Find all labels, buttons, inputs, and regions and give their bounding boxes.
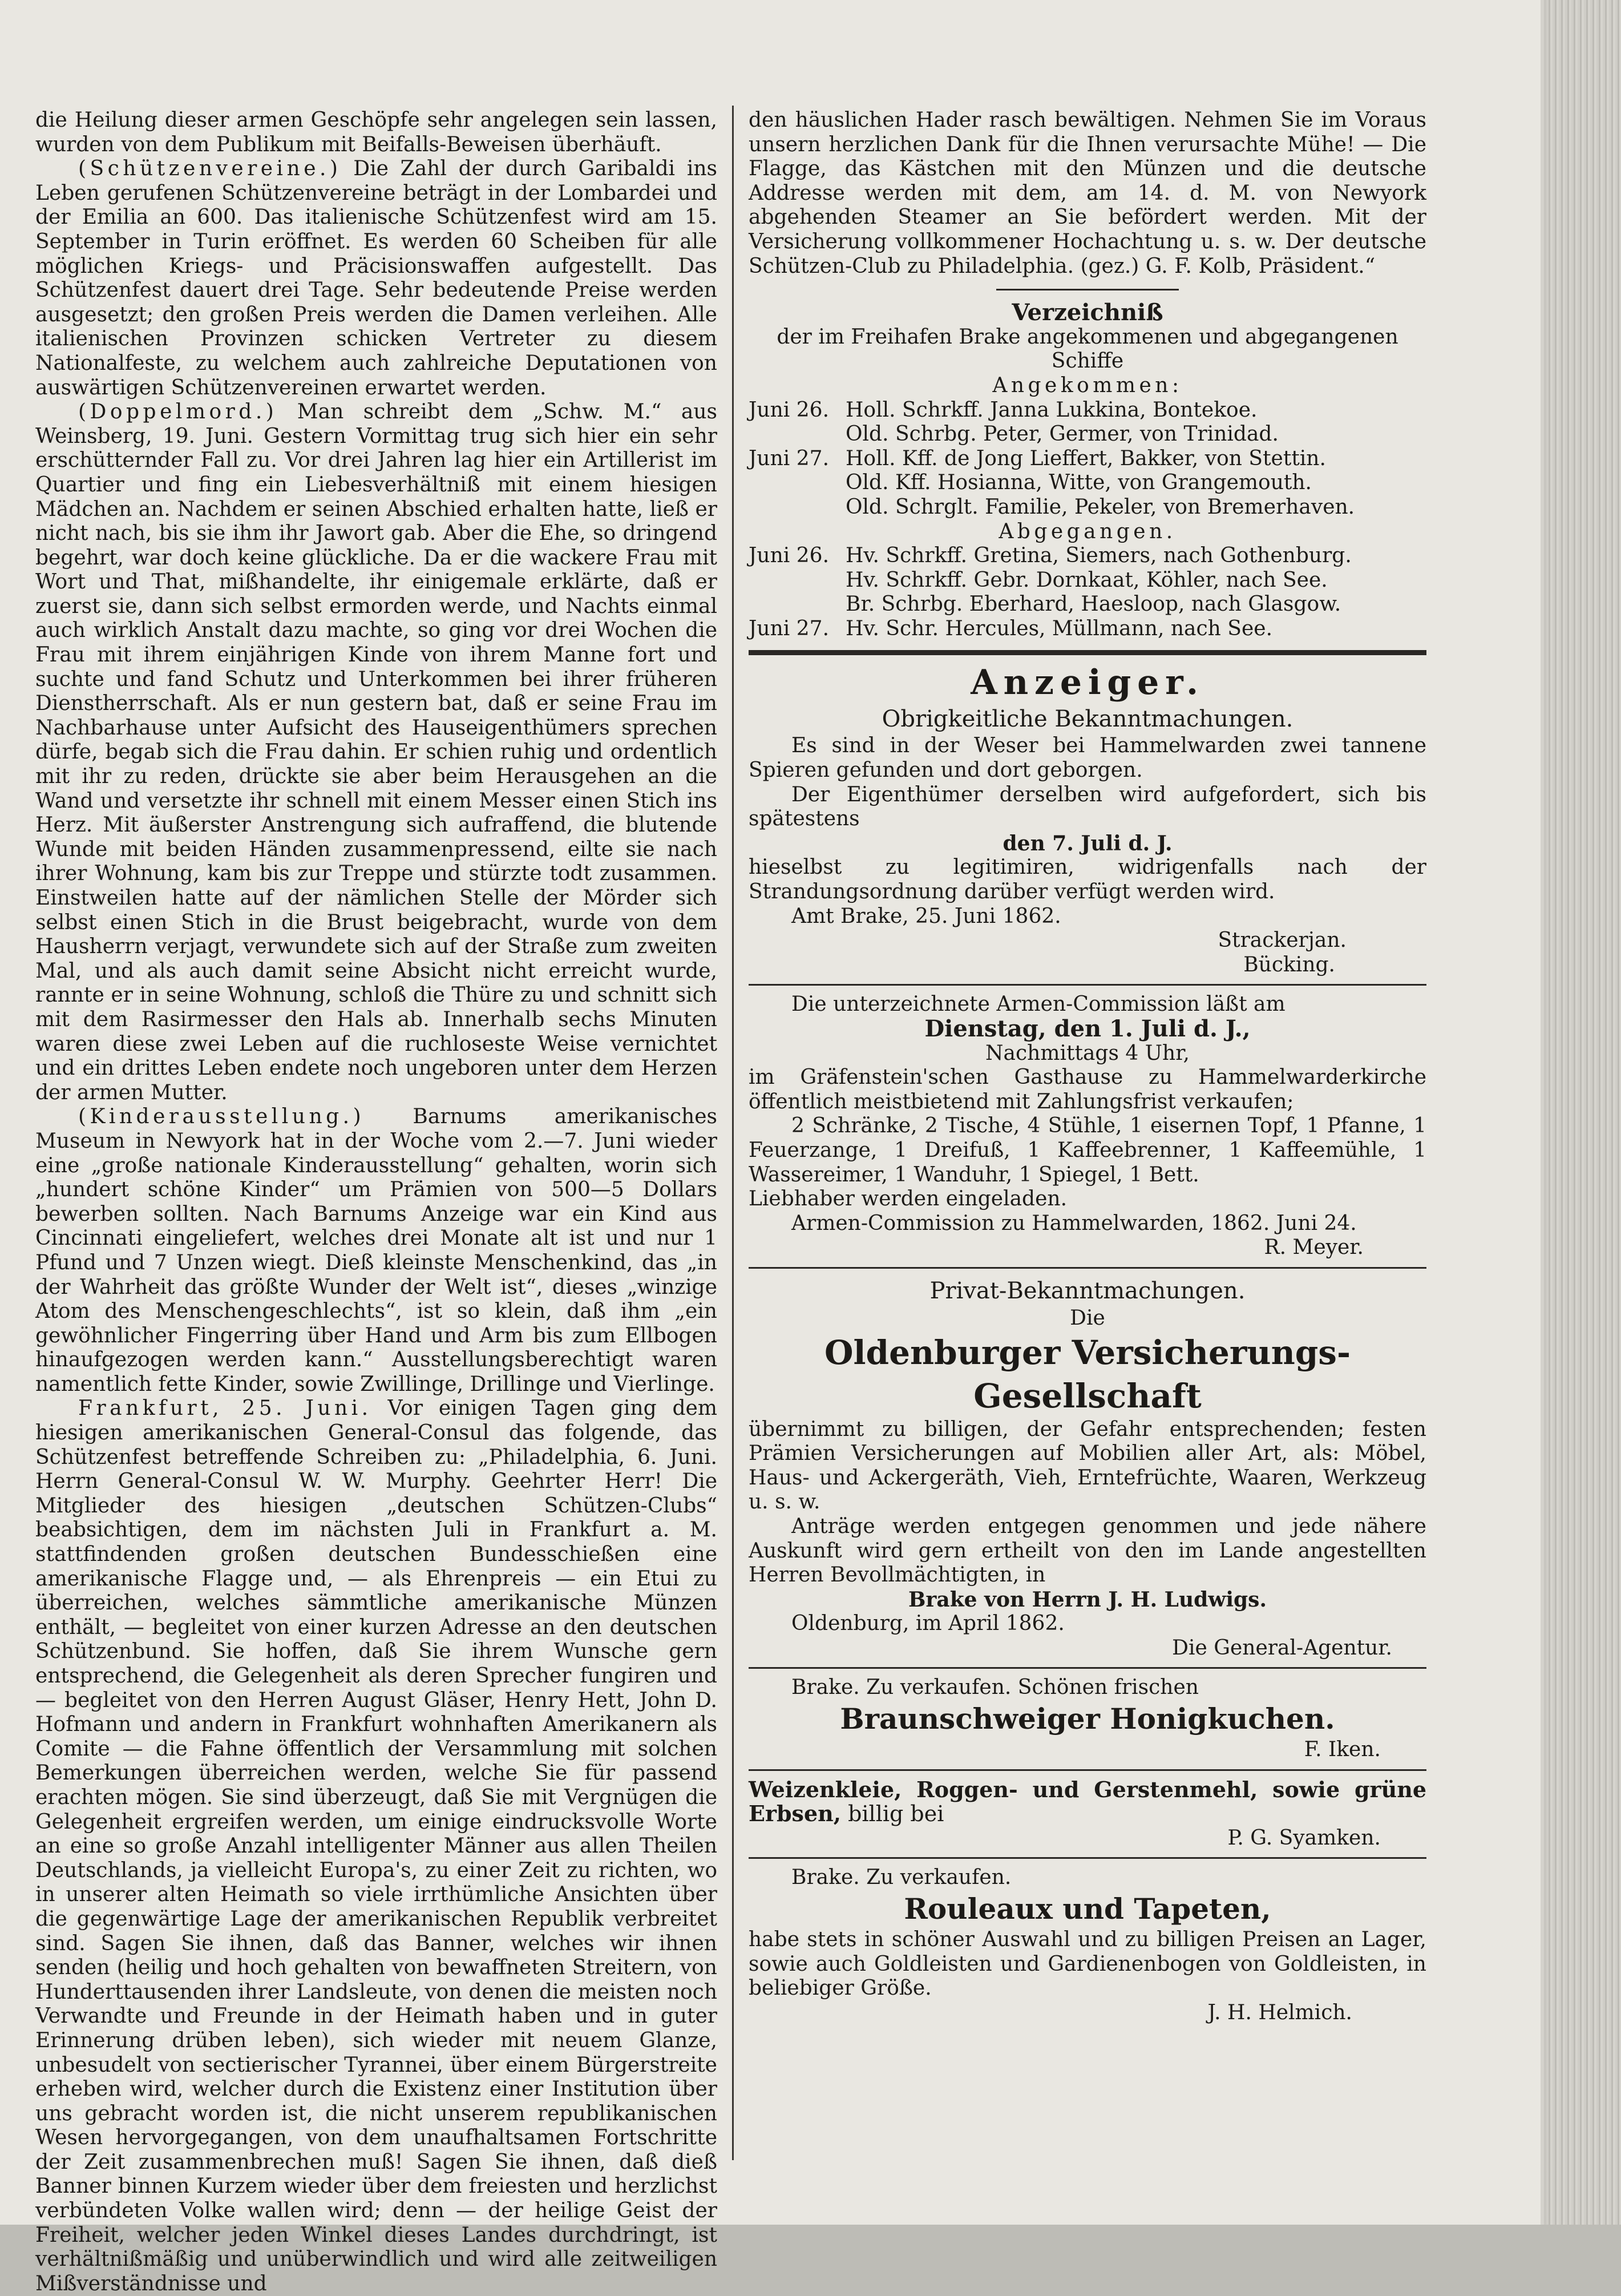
auction-items: 2 Schränke, 2 Tische, 4 Stühle, 1 eisernen Topf, 1 Pfanne, 1 Feuerzange, 1 Dreifuß, 1 Kaffeebrenner, 1 Kaffeemühle, 1 Wassereimer, 1 Wanduhr, 1 Spiegel, 1 Bett.: [749, 1114, 1426, 1187]
product-name: Rouleaux und Tapeten,: [904, 1892, 1271, 1926]
signature: P. G. Syamken.: [1227, 1826, 1381, 1850]
signature: F. Iken.: [1304, 1738, 1381, 1762]
agent-line: Brake von Herrn J. H. Ludwigs.: [908, 1587, 1267, 1612]
ship-entry: Juni 27. Holl. Kff. de Jong Lieffert, Bakker, von Stettin.: [749, 446, 1326, 470]
signature: J. H. Helmich.: [1207, 2000, 1352, 2024]
private-heading: Privat-Bekanntmachungen.: [929, 1277, 1246, 1304]
divider: [749, 984, 1426, 986]
book-page-edges: [1546, 0, 1621, 2225]
ad-honigkuchen: Brake. Zu verkaufen. Schönen frischen Braunschweiger Honigkuchen. F. Iken.: [749, 1676, 1426, 1762]
arrived-label: Angekommen:: [992, 373, 1183, 397]
ship-entry: Br. Schrbg. Eberhard, Haesloop, nach Glasgow.: [846, 592, 1341, 616]
ship-entry: Hv. Schrkff. Gebr. Dornkaat, Köhler, nach See.: [846, 568, 1328, 592]
right-column: [749, 108, 1426, 2025]
divider: [996, 289, 1179, 290]
ship-entry: Old. Kff. Hosianna, Witte, von Grangemouth.: [846, 471, 1312, 495]
divider: [749, 1667, 1426, 1669]
deadline-date: den 7. Juli d. J.: [1002, 831, 1173, 856]
product-name: Braunschweiger Honigkuchen.: [840, 1702, 1335, 1736]
column-divider: [732, 106, 734, 2160]
section-label: Frankfurt, 25. Juni.: [78, 1397, 372, 1421]
paragraph-schuetzenvereine: (Schützenvereine.) Die Zahl der durch Garibaldi ins Leben gerufenen Schützenvereine beträgt in der Lombardei und der Emilia an 600. Das italienische Schützenfest wird am 15. September in Turin eröffnet. Es werden 60 Scheiben für alle möglichen Kriegs- und Präcisionswaffen aufgestellt. Das Schützenfest dauert drei Tage. Sehr bedeutende Preise werden ausgesetzt; den großen Preis werden die Damen verleihen. Alle italienischen Provinzen schicken Vertreter zu diesem Nationalfeste, zu welchem auch zahlreiche Deputationen von auswärtigen Schützenvereinen erwartet werden.: [35, 157, 717, 400]
ship-list-title: Verzeichniß: [1012, 299, 1163, 326]
signature: R. Meyer.: [1264, 1236, 1364, 1260]
section-rule: [749, 650, 1426, 655]
ship-entry: Old. Schrbg. Peter, Germer, von Trinidad.: [846, 422, 1279, 446]
auction-time: Nachmittags 4 Uhr,: [985, 1041, 1190, 1065]
official-heading: Obrigkeitliche Bekanntmachungen.: [882, 706, 1293, 733]
ad-mehl: Weizenkleie, Roggen- und Gerstenmehl, sowie grüne Erbsen, billig bei P. G. Syamken.: [749, 1776, 1426, 1850]
auction-date: Dienstag, den 1. Juli d. J.,: [924, 1015, 1251, 1042]
paragraph-doppelmord: (Doppelmord.) Man schreibt dem „Schw. M.“ aus Weinsberg, 19. Juni. Gestern Vormittag trug sich hier ein sehr erschütternder Fall zu. Vor drei Jahren lag hier ein Artillerist im Quartier und fing ein Liebesverhältniß mit einem hiesigen Mädchen an. Nachdem er seinen Abschied erhalten hatte, ließ er nicht nach, bis sie ihm ihr Jawort gab. Aber die Ehe, so dringend begehrt, war doch keine glückliche. Da er die wackere Frau mit Wort und That, mißhandelte, ihr einigemale erklärte, daß er zuerst sie, dann sich selbst ermorden werde, und Nachts einmal auch wirklich Anstalt dazu machte, so ging vor drei Wochen die Frau mit ihrem einjährigen Kinde von ihrem Manne fort und suchte und fand Schutz und Unterkommen bei ihrer früheren Dienstherrschaft. Als er nun gestern bat, daß er seine Frau im Nachbarhause unter Aufsicht des Hauseigenthümers sprechen dürfe, begab sich die Frau dahin. Er schien ruhig und ordentlich mit ihr zu reden, drückte sie aber beim Herausgehen an die Wand und versetzte ihr schnell mit einem Messer einen Stich ins Herz. Mit äußerster Anstrengung sich aufraffend, die blutende Wunde mit beiden Händen zusammenpressend, eilte sie nach ihrer Wohnung, kam bis zur Treppe und stürzte todt zusammen. Einstweilen hatte auf der nämlichen Stelle der Mörder sich selbst einen Stich in die Brust beigebracht, wurde von dem Hausherrn verjagt, verwundete sich auf der Straße zum zweiten Mal, und als auch damit seine Absicht nicht erreicht wurde, rannte er in seine Wohnung, schloß die Thüre zu und schnitt sich mit dem Rasirmesser den Hals ab. Innerhalb sechs Minuten waren diese zwei Leben auf die ruchloseste Weise vernichtet und ein drittes Leben endete noch ungeboren unter dem Herzen der armen Mutter.: [35, 400, 717, 1104]
notice-place-date: Amt Brake, 25. Juni 1862.: [791, 904, 1061, 928]
product-list: Weizenkleie, Roggen- und Gerstenmehl, sowie grüne Erbsen,: [749, 1776, 1426, 1827]
anzeiger-title: Anzeiger.: [971, 663, 1204, 703]
ship-entry: Old. Schrglt. Familie, Pekeler, von Bremerhaven.: [846, 495, 1355, 519]
ship-list: [749, 301, 1426, 641]
ad-insurance: Die Oldenburger Versicherungs- Gesellschaft übernimmt zu billigen, der Gefahr entsprechenden; festen Prämien Versicherungen auf Mobilien aller Art, als: Möbel, Haus- und Ackergeräth, Vieh, Erntefrüchte, Waaren, Werkzeug u. s. w. Anträge werden entgegen genommen und jede nähere Auskunft wird gern ertheilt von den im Lande angestellten Herren Bevollmächtigten, in Brake von Herrn J. H. Ludwigs. Oldenburg, im April 1862. Die General-Agentur.: [749, 1306, 1426, 1660]
paragraph-continuation: den häuslichen Hader rasch bewältigen. Nehmen Sie im Voraus unsern herzlichen Dank für die Ihnen verursachte Mühe! — Die Flagge, das Kästchen mit den Münzen und die deutsche Addresse werden mit dem, am 14. d. M. von Newyork abgehenden Steamer an Sie befördert werden. Mit der Versicherung vollkommener Hochachtung u. s. w. Der deutsche Schützen-Club zu Philadelphia. (gez.) G. F. Kolb, Präsident.“: [749, 108, 1426, 278]
notice-spieren: Es sind in der Weser bei Hammelwarden zwei tannene Spieren gefunden und dort geborgen. Der Eigenthümer derselben wird aufgefordert, sich bis spätestens den 7. Juli d. J. hieselbst zu legitimiren, widrigenfalls nach der Strandungsordnung darüber verfügt werden wird. Amt Brake, 25. Juni 1862. Strackerjan. Bücking.: [749, 734, 1426, 976]
paragraph-frankfurt: Frankfurt, 25. Juni. Vor einigen Tagen ging dem hiesigen amerikanischen General-Consul das folgende, das Schützenfest betreffende Schreiben zu: „Philadelphia, 6. Juni. Herrn General-Consul W. W. Murphy. Geehrter Herr! Die Mitglieder des hiesigen „deutschen Schützen-Clubs“ beabsichtigen, dem im nächsten Juli in Frankfurt a. M. stattfindenden großen deutschen Bundesschießen eine amerikanische Flagge und, — als Ehrenpreis — ein Etui zu überreichen, welches sämmtliche amerikanische Münzen enthält, — begleitet von einer kurzen Adresse an den deutschen Schützenbund. Sie hoffen, daß Sie ihrem Wunsche gern entsprechend, die Gelegenheit als deren Sprecher fungiren und — begleitet von den Herren August Gläser, Henry Hett, John D. Hofmann und andern in Frankfurt wohnhaften Amerikanern als Comite — die Fahne öffentlich der Versammlung mit solchen Bemerkungen überreichen werden, welche Sie für passend erachten mögen. Sie sind überzeugt, daß Sie mit Vergnügen die Gelegenheit ergreifen werden, um einige eindrucksvolle Worte an eine so große Anzahl intelligenter Männer aus allen Theilen Deutschlands, ja vielleicht Europa's, zu einer Zeit zu richten, wo in unserer alten Heimath so viele irrthümliche Ansichten über die gegenwärtige Lage der amerikanischen Republik verbreitet sind. Sagen Sie ihnen, daß das Banner, welches wir ihnen senden (heilig und hoch gehalten von bewaffneten Streitern, von Hunderttausenden ihrer Landsleute, von denen die meisten noch Verwandte und Freunde in der Heimath haben und in guter Erinnerung drüben leben), sich wieder mit neuem Glanze, unbesudelt von sectierischer Tyrannei, über einem Bürgerstreite erheben wird, welcher durch die Existenz einer Institution über uns gebracht worden ist, die nicht unserem republikanischen Wesen hervorgegangen, von dem unaufhaltsamen Fortschritte der Zeit zusammenbrechen muß! Sagen Sie ihnen, daß dieß Banner binnen Kurzem wieder über dem freiesten und herzlichst verbündeten Volke wallen wird; denn — der heilige Geist der Freiheit, welcher jeden Winkel dieses Landes durchdringt, ist verhältnißmäßig und unüberwindlich und wird alle zeitweiligen Mißverständnisse und: [35, 1397, 717, 2295]
ship-entry: Juni 26. Hv. Schrkff. Gretina, Siemers, nach Gothenburg.: [749, 544, 1352, 568]
paragraph-heilung: die Heilung dieser armen Geschöpfe sehr angelegen sein lassen, wurden von dem Publikum mit Beifalls-Beweisen überhäuft.: [35, 108, 717, 156]
divider: [749, 1857, 1426, 1859]
ship-entry: Juni 27. Hv. Schr. Hercules, Müllmann, nach See.: [749, 616, 1273, 640]
divider: [749, 1769, 1426, 1771]
signature: Strackerjan.: [1218, 929, 1347, 953]
ship-entry: Juni 26. Holl. Schrkff. Janna Lukkina, Bontekoe.: [749, 398, 1258, 422]
insurance-name: Oldenburger Versicherungs-: [824, 1333, 1351, 1372]
paragraph-kinderausstellung: (Kinderausstellung.) Barnums amerikanisches Museum in Newyork hat in der Woche vom 2.—7. Juni wieder eine „große nationale Kinderausstellung“ gehalten, worin sich „hundert schöne Kinder“ um Prämien von 500—5 Dollars bewerben sollten. Nach Barnums Anzeige war ein Kind aus Cincinnati eingeliefert, welches drei Monate alt ist und nur 1 Pfund und 7 Unzen wiegt. Dieß kleinste Menschenkind, das „in der Wahrheit das größte Wunder der Welt ist“, dieses „winzige Atom des Menschengeschlechts“, ist so klein, daß ihm „ein gewöhnlicher Fingerring über Hand und Arm bis zum Ellbogen hinaufgezogen werden kann.“ Ausstellungsberechtigt waren namentlich fette Kinder, sowie Zwillinge, Drillinge und Vierlinge.: [35, 1105, 717, 1396]
signature: Bücking.: [1243, 953, 1335, 976]
section-label: (Schützenvereine.): [78, 157, 342, 181]
insurance-name: Gesellschaft: [973, 1376, 1202, 1415]
section-label: (Kinderausstellung.): [78, 1105, 365, 1129]
section-label: (Doppelmord.): [78, 400, 278, 424]
notice-auction: Die unterzeichnete Armen-Commission läßt am Dienstag, den 1. Juli d. J., Nachmittags 4 Uhr, im Gräfenstein'schen Gasthause zu Hammelwarderkirche öffentlich meistbietend mit Zahlungsfrist verkaufen; 2 Schränke, 2 Tische, 4 Stühle, 1 eisernen Topf, 1 Pfanne, 1 Feuerzange, 1 Dreifuß, 1 Kaffeebrenner, 1 Kaffeemühle, 1 Wassereimer, 1 Wanduhr, 1 Spiegel, 1 Bett. Liebhaber werden eingeladen. Armen-Commission zu Hammelwarden, 1862. Juni 24. R. Meyer.: [749, 992, 1426, 1260]
ad-tapeten: Brake. Zu verkaufen. Rouleaux und Tapeten, habe stets in schöner Auswahl und zu billigen Preisen an Lager, sowie auch Goldleisten und Gardienenbogen von Goldleisten, in beliebiger Größe. J. H. Helmich.: [749, 1866, 1426, 2024]
left-column: [35, 108, 717, 2296]
ship-list-subtitle: der im Freihafen Brake angekommenen und abgegangenen Schiffe: [777, 325, 1398, 373]
divider: [749, 1267, 1426, 1269]
signature: Die General-Agentur.: [1172, 1636, 1392, 1660]
departed-label: Abgegangen.: [999, 519, 1177, 543]
